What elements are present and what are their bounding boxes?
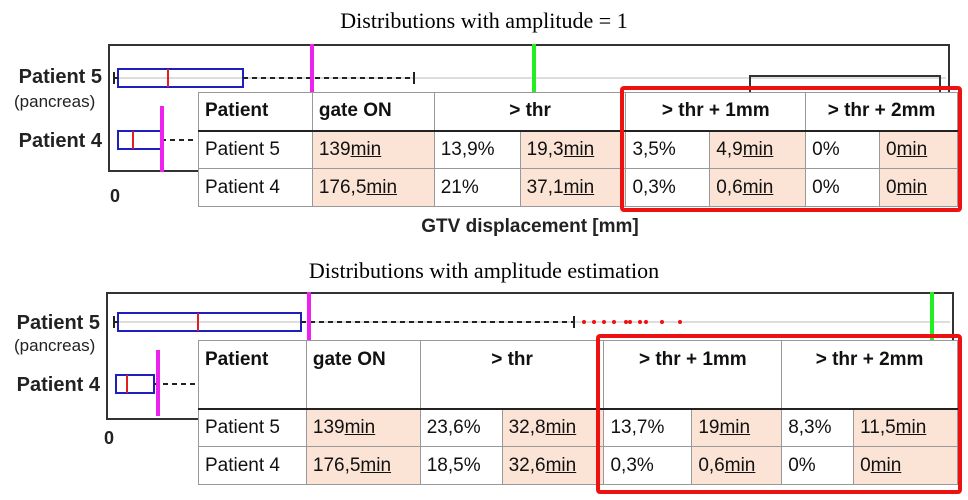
outlier-point xyxy=(624,320,628,324)
highlight-box-2 xyxy=(596,334,962,494)
ylabel-sub-patient5: (pancreas) xyxy=(14,336,96,355)
chart-title-1: Distributions with amplitude = 1 xyxy=(340,8,628,33)
cell-thr-min: 32,6min xyxy=(502,447,604,485)
outlier-point xyxy=(644,320,648,324)
cell-patient: Patient 5 xyxy=(199,131,313,169)
cell-thr2-min: 11,5min xyxy=(854,409,958,447)
cell-thr2-pct: 0% xyxy=(806,169,880,207)
col-header-thr2: > thr + 2mm xyxy=(782,341,958,409)
cell-patient: Patient 4 xyxy=(199,447,307,485)
cell-thr1-min: 19min xyxy=(692,409,782,447)
outlier-point xyxy=(678,320,682,324)
x-axis-label: GTV displacement [mm] xyxy=(421,216,639,237)
cell-gate-on: 176,5min xyxy=(306,447,420,485)
cell-thr-min: 19,3min xyxy=(520,131,626,169)
ylabel-patient5: Patient 5 xyxy=(16,312,100,334)
box-patient4 xyxy=(116,375,154,393)
highlight-box-1 xyxy=(620,86,962,212)
cell-thr-pct: 23,6% xyxy=(420,409,502,447)
cell-thr1-min: 0,6min xyxy=(710,169,806,207)
cell-thr2-min: 0min xyxy=(880,131,958,169)
cell-thr1-min: 4,9min xyxy=(710,131,806,169)
cell-thr1-pct: 13,7% xyxy=(604,409,692,447)
col-header-patient: Patient xyxy=(199,341,307,409)
cell-thr1-min: 0,6min xyxy=(692,447,782,485)
ylabel-sub-patient5: (pancreas) xyxy=(14,92,96,111)
col-header-thr: > thr xyxy=(420,341,604,409)
cell-thr-pct: 13,9% xyxy=(434,131,520,169)
cell-thr1-pct: 0,3% xyxy=(626,169,710,207)
col-header-thr1: > thr + 1mm xyxy=(604,341,782,409)
outlier-point xyxy=(638,320,642,324)
outlier-point xyxy=(612,320,616,324)
cell-gate-on: 139min xyxy=(306,409,420,447)
cell-thr1-pct: 0,3% xyxy=(604,447,692,485)
outlier-point xyxy=(602,320,606,324)
cell-thr2-pct: 0% xyxy=(782,447,854,485)
outlier-point xyxy=(660,320,664,324)
x-tick-0: 0 xyxy=(104,428,115,448)
chart-title-2: Distributions with amplitude estimation xyxy=(308,258,660,283)
cell-gate-on: 139min xyxy=(312,131,434,169)
cell-thr2-pct: 0% xyxy=(806,131,880,169)
col-header-gate-on: gate ON xyxy=(312,93,434,131)
cell-thr-min: 32,8min xyxy=(502,409,604,447)
cell-thr-min: 37,1min xyxy=(520,169,626,207)
cell-gate-on: 176,5min xyxy=(312,169,434,207)
box-patient4 xyxy=(118,131,161,149)
cell-thr2-pct: 8,3% xyxy=(782,409,854,447)
outlier-point xyxy=(582,320,586,324)
col-header-gate-on: gate ON xyxy=(306,341,420,409)
cell-thr1-pct: 3,5% xyxy=(626,131,710,169)
cell-patient: Patient 4 xyxy=(199,169,313,207)
cell-thr-pct: 18,5% xyxy=(420,447,502,485)
outlier-point xyxy=(592,320,596,324)
col-header-thr1: > thr + 1mm xyxy=(626,93,806,131)
col-header-patient: Patient xyxy=(199,93,313,131)
ylabel-patient5: Patient 5 xyxy=(18,66,102,88)
col-header-thr2: > thr + 2mm xyxy=(806,93,958,131)
cell-thr2-min: 0min xyxy=(854,447,958,485)
x-tick-0: 0 xyxy=(110,186,121,206)
col-header-thr: > thr xyxy=(434,93,626,131)
cell-thr-pct: 21% xyxy=(434,169,520,207)
outlier-point xyxy=(628,320,632,324)
ylabel-patient4: Patient 4 xyxy=(18,130,102,152)
cell-thr2-min: 0min xyxy=(880,169,958,207)
cell-patient: Patient 5 xyxy=(199,409,307,447)
ylabel-patient4: Patient 4 xyxy=(16,374,100,396)
